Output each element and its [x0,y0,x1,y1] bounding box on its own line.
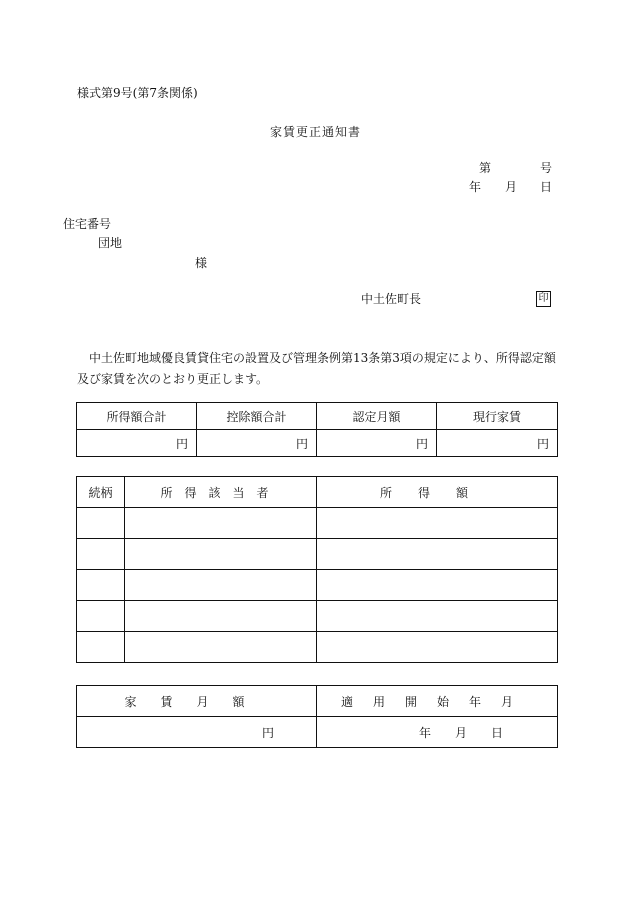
table-row [77,539,558,570]
relationship-cell[interactable] [77,570,125,601]
current-rent-cell[interactable]: 円 [437,430,558,457]
number-prefix: 第 [479,161,492,175]
earner-cell[interactable] [125,508,317,539]
income-cell[interactable] [317,508,558,539]
deduction-total-cell[interactable]: 円 [197,430,317,457]
recipient-honorific: 様 [195,256,208,270]
earner-cell[interactable] [125,601,317,632]
earner-cell[interactable] [125,570,317,601]
document-title: 家賃更正通知書 [270,125,362,139]
effective-date-cell[interactable] [317,717,558,748]
effective-month: 月 [454,725,467,740]
form-id: 様式第9号(第7条関係) [77,86,198,100]
header-current-rent: 現行家賃 [437,403,558,430]
issuer-title: 中土佐町長 [361,292,422,306]
income-summary-table [76,402,558,457]
income-cell[interactable] [317,632,558,663]
table-row [77,570,558,601]
header-deduction-total: 控除額合計 [197,403,317,430]
date-month: 月 [505,180,518,194]
seal-mark: 印 [536,291,551,307]
effective-year: 年 [418,725,431,740]
header-relationship: 続柄 [77,477,125,508]
table-row [77,601,558,632]
body-text: 中土佐町地域優良賃貸住宅の設置及び管理条例第13条第3項の規定により、所得認定額及び家賃を次のとおり更正します。 [77,351,556,386]
complex-label: 団地 [98,236,123,250]
relationship-cell[interactable] [77,632,125,663]
header-income-amount: 所得額 [317,477,558,508]
certified-monthly-cell[interactable]: 円 [317,430,437,457]
housing-number-label: 住宅番号 [63,217,112,231]
header-effective-month: 適用開始年月 [317,686,558,717]
date-day: 日 [540,180,553,194]
monthly-rent-cell[interactable]: 円 [77,717,317,748]
income-cell[interactable] [317,570,558,601]
relationship-cell[interactable] [77,539,125,570]
rent-table [76,685,558,748]
header-income-total: 所得額合計 [77,403,197,430]
header-income-earner: 所得該当者 [125,477,317,508]
relationship-cell[interactable] [77,508,125,539]
income-cell[interactable] [317,601,558,632]
earner-cell[interactable] [125,539,317,570]
earner-cell[interactable] [125,632,317,663]
income-earners-table [76,476,558,663]
income-cell[interactable] [317,539,558,570]
header-monthly-rent: 家賃月額 [77,686,317,717]
header-certified-monthly: 認定月額 [317,403,437,430]
effective-day: 日 [490,725,503,740]
relationship-cell[interactable] [77,601,125,632]
income-total-cell[interactable]: 円 [77,430,197,457]
number-suffix: 号 [540,161,553,175]
table-row [77,632,558,663]
table-row [77,508,558,539]
date-year: 年 [469,180,482,194]
